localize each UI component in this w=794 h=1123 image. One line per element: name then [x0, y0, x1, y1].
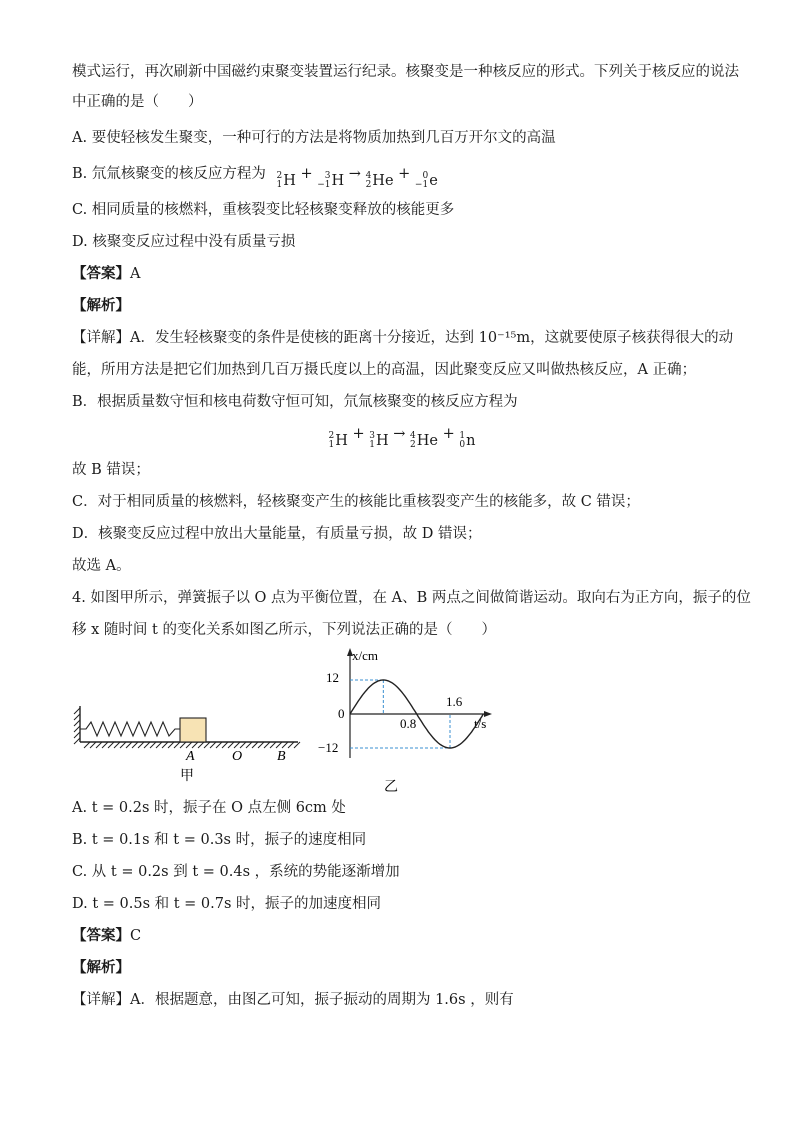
question-4-line-1: 4. 如图甲所示，弹簧振子以 O 点为平衡位置，在 A、B 两点之间做简谐运动。取向右为正方向，振子的位: [72, 590, 751, 606]
detail-line-1: [72, 328, 733, 348]
label-b: B: [277, 749, 286, 764]
y-tick-max: 12: [326, 670, 339, 685]
detail-line-4: 故 B 错误；: [72, 462, 150, 478]
answer-row-2: [72, 926, 141, 946]
q4-option-d: D. t = 0.5s 和 t = 0.7s 时，振子的加速度相同: [72, 896, 382, 912]
q4-option-c: C. 从 t = 0.2s 到 t = 0.4s ，系统的势能逐渐增加: [72, 864, 400, 880]
label-o: O: [232, 749, 243, 764]
analysis-label-2: 【解析】: [72, 959, 130, 976]
oscillator-block: [180, 718, 206, 742]
detail-line-7: 故选 A。: [72, 558, 131, 574]
label-a: A: [186, 749, 195, 764]
spring-oscillator-svg: [72, 682, 302, 792]
detail-line-5: C．对于相同质量的核燃料，轻核聚变产生的核能比重核裂变产生的核能多，故 C 错误；: [72, 494, 640, 510]
displacement-time-chart: [312, 646, 512, 796]
caption-jia: 甲: [180, 768, 194, 784]
option-c: C. 相同质量的核燃料，重核裂变比轻核聚变释放的核能更多: [72, 202, 455, 218]
nuclear-equation-b: 2 1 H + 3 −1 H → 4 2 He + 0 −1 e: [276, 166, 438, 190]
x-axis-label: t/s: [474, 716, 487, 731]
option-d: D. 核聚变反应过程中没有质量亏损: [72, 234, 296, 250]
detail-1-prefix: 【详解】A．发生轻核聚变的条件是使核的距离十分接近，达到: [72, 330, 474, 346]
answer-label-2: 【答案】: [72, 927, 130, 944]
detail-line-8: 【详解】A．根据题意，由图乙可知，振子振动的周期为 1.6s ，则有: [72, 992, 514, 1008]
detail-line-3: B．根据质量数守恒和核电荷数守恒可知，氘氚核聚变的核反应方程为: [72, 394, 518, 410]
caption-yi: 乙: [384, 779, 398, 795]
answer-row: [72, 264, 140, 284]
q4-option-b: B. t = 0.1s 和 t = 0.3s 时，振子的速度相同: [72, 832, 367, 848]
y-tick-min: −12: [318, 740, 339, 755]
answer-value: A: [130, 266, 141, 282]
option-a: A. 要使轻核发生聚变，一种可行的方法是将物质加热到几百万开尔文的高温: [72, 130, 556, 146]
detail-line-6: D．核聚变反应过程中放出大量能量，有质量亏损，故 D 错误；: [72, 526, 482, 542]
detail-1-power: 10⁻¹⁵m: [478, 330, 531, 346]
option-b-text: B. 氘氚核聚变的核反应方程为: [72, 166, 266, 182]
answer-value-2: C: [130, 928, 142, 944]
xt-chart-svg: [312, 646, 512, 796]
y-tick-zero: 0: [338, 706, 345, 721]
x-tick-mid: 0.8: [400, 716, 417, 731]
answer-label: 【答案】: [72, 265, 130, 282]
paragraph-line: 模式运行，再次刷新中国磁约束聚变装置运行纪录。核聚变是一种核反应的形式。下列关于核反应的说法: [72, 64, 739, 80]
detail-line-2: 能，所用方法是把它们加热到几百万摄氏度以上的高温，因此聚变反应又叫做热核反应，A 正确；: [72, 362, 697, 378]
y-axis-label: x/cm: [352, 648, 378, 663]
q4-option-a: A. t = 0.2s 时，振子在 O 点左侧 6cm 处: [72, 800, 346, 816]
x-tick-end: 1.6: [446, 694, 463, 709]
option-b: [72, 164, 438, 191]
detail-1-suffix: ，这就要使原子核获得很大的动: [530, 330, 734, 346]
analysis-label: 【解析】: [72, 297, 130, 314]
nuclear-equation-correct: 2 1 H + 3 1 H → 4 2 He + 1 0 n: [328, 426, 476, 450]
spring-oscillator-figure: [72, 682, 302, 792]
question-stem-end: 中正确的是（ ）: [72, 94, 203, 110]
question-4-line-2: 移 x 随时间 t 的变化关系如图乙所示，下列说法正确的是（ ）: [72, 622, 496, 638]
